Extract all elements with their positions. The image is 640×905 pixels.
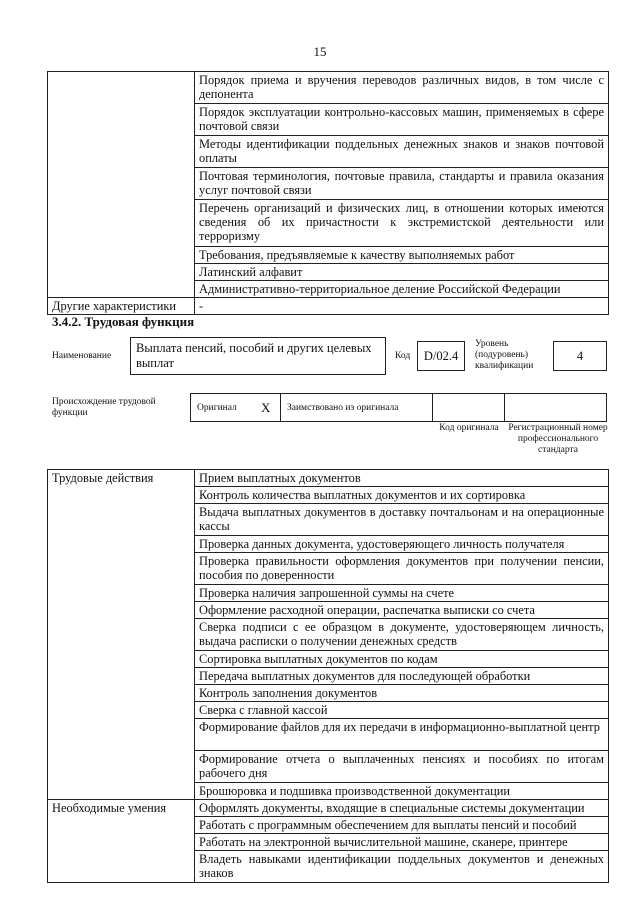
name-label: Наименование xyxy=(52,351,112,361)
knowledge-item: Порядок эксплуатации контрольно-кассовых машин, применяемых в сфере почтовой связи xyxy=(195,104,609,136)
action-item: Брошюровка и подшивка производственной документации xyxy=(195,783,609,800)
other-characteristics-label: Другие характеристики xyxy=(48,298,195,315)
original-label: Оригинал xyxy=(197,403,237,413)
borrowed-label: Заимствовано из оригинала xyxy=(287,403,399,413)
function-table xyxy=(47,469,609,883)
original-mark: X xyxy=(261,400,271,415)
skills-label: Необходимые умения xyxy=(48,800,195,883)
action-item: Выдача выплатных документов в доставку почтальонам и на операционные кассы xyxy=(195,504,609,536)
table-row xyxy=(48,470,609,487)
code-value: D/02.4 xyxy=(423,349,459,363)
divider xyxy=(504,394,505,421)
action-item: Сверка с главной кассой xyxy=(195,702,609,719)
origin-label: Происхождение трудовой функции xyxy=(52,397,156,418)
table-row xyxy=(48,298,609,315)
knowledge-item: Методы идентификации поддельных денежных знаков и знаков почтовой оплаты xyxy=(195,136,609,168)
level-label: Уровень (подуровень) квалификации xyxy=(475,339,534,371)
knowledge-item: Перечень организаций и физических лиц, в отношении которых имеются сведения об их причастности к экстремистской деятельности или терроризму xyxy=(195,200,609,247)
function-name-box xyxy=(130,337,386,375)
code-box xyxy=(417,341,465,371)
action-item: Оформление расходной операции, распечатка выписки со счета xyxy=(195,602,609,619)
action-item: Контроль количества выплатных документов и их сортировка xyxy=(195,487,609,504)
knowledge-item: Требования, предъявляемые к качеству выполняемых работ xyxy=(195,247,609,264)
divider xyxy=(280,394,281,421)
skill-item: Владеть навыками идентификации поддельных документов и денежных знаков xyxy=(195,851,609,883)
table-row xyxy=(48,800,609,817)
level-box xyxy=(553,341,607,371)
action-item: Контроль заполнения документов xyxy=(195,685,609,702)
code-label: Код xyxy=(395,351,411,361)
action-item: Проверка наличия запрошенной суммы на счете xyxy=(195,585,609,602)
divider xyxy=(432,394,433,421)
code-original-caption: Код оригинала xyxy=(439,423,499,433)
knowledge-table xyxy=(47,71,609,315)
page-number: 15 xyxy=(313,44,327,59)
knowledge-item: Латинский алфавит xyxy=(195,264,609,281)
section-heading: 3.4.2. Трудовая функция xyxy=(52,314,195,329)
table-row xyxy=(48,72,609,104)
knowledge-item: Почтовая терминология, почтовые правила, стандарты и правила оказания услуг почтовой связи xyxy=(195,168,609,200)
action-item: Сверка подписи с ее образцом в документе, удостоверяющем личность, выдача расписки о получении денежных средств xyxy=(195,619,609,651)
action-item: Прием выплатных документов xyxy=(195,470,609,487)
action-item: Формирование отчета о выплаченных пенсиях и пособиях по итогам рабочего дня xyxy=(195,751,609,783)
skill-item: Работать с программным обеспечением для выплаты пенсий и пособий xyxy=(195,817,609,834)
actions-label: Трудовые действия xyxy=(48,470,195,800)
knowledge-item: Административно-территориальное деление Российской Федерации xyxy=(195,281,609,298)
function-name: Выплата пенсий, пособий и других целевых выплат xyxy=(136,341,372,370)
action-item: Сортировка выплатных документов по кодам xyxy=(195,651,609,668)
other-characteristics-value: - xyxy=(195,298,609,315)
action-item: Формирование файлов для их передачи в информационно-выплатной центр xyxy=(195,719,609,751)
action-item: Передача выплатных документов для последующей обработки xyxy=(195,668,609,685)
level-value: 4 xyxy=(576,349,584,363)
origin-box xyxy=(190,393,607,422)
knowledge-item: Порядок приема и вручения переводов различных видов, в том числе с депонента xyxy=(195,72,609,104)
skill-item: Оформлять документы, входящие в специальные системы документации xyxy=(195,800,609,817)
skill-item: Работать на электронной вычислительной машине, сканере, принтере xyxy=(195,834,609,851)
reg-number-caption: Регистрационный номер профессионального стандарта xyxy=(508,423,608,455)
action-item: Проверка данных документа, удостоверяющего личность получателя xyxy=(195,536,609,553)
action-item: Проверка правильности оформления документов при получении пенсии, пособия по доверенности xyxy=(195,553,609,585)
